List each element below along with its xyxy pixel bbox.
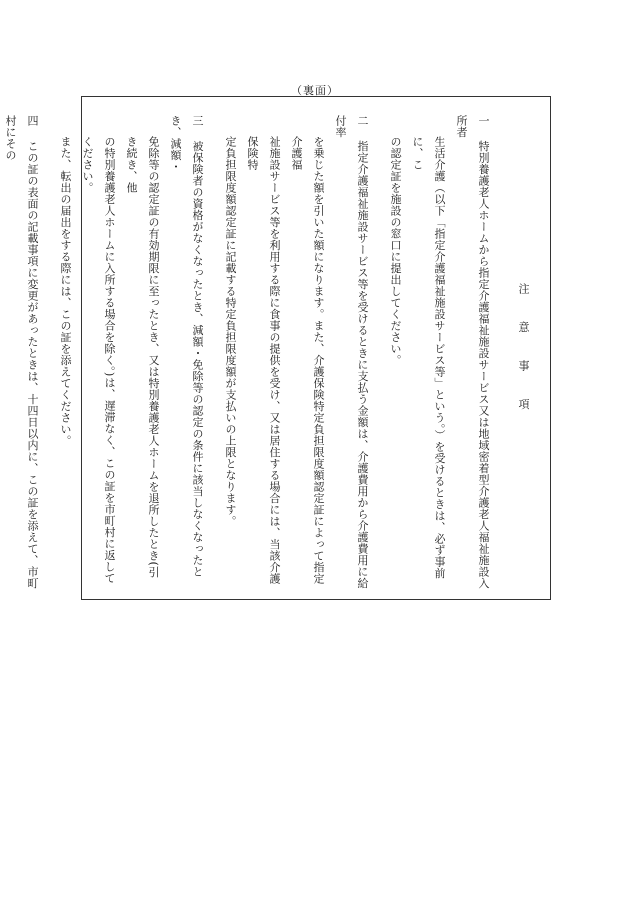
notice-item-2	[219, 115, 373, 589]
item-line: この証の表面の記載事項に変更があったときは、十四日以内に、この証を添えて、市町村にその	[4, 115, 39, 589]
item-line: を乗じた額を引いた額になります。また、介護保険特定負担限度額認定証によって指定介護福	[290, 136, 325, 585]
item-number: 二	[356, 115, 369, 127]
item-number: 三	[191, 115, 204, 127]
notice-text	[0, 115, 534, 589]
notice-item-3	[54, 115, 208, 589]
item-line: の認定証を施設の窓口に提出してください。	[389, 136, 402, 366]
item-number: 四	[26, 115, 39, 127]
notice-item-4	[0, 115, 43, 589]
page-heading: （裏面）	[291, 84, 339, 97]
item-line: 特別養護老人ホームから指定介護福祉施設サービス又は地域密着型介護老人福祉施設入所者	[455, 115, 490, 589]
item-line: の特別養護老人ホームに入所する場合を除く。)は、遅滞なく、この証を市町村に返してください。	[81, 136, 116, 584]
notice-title: 注 意 事 項	[517, 283, 530, 422]
item-line: 生活介護（以下「指定介護福祉施設サービス等」という。）を受けるときは、必ず事前に、こ	[411, 136, 446, 579]
item-line: 被保険者の資格がなくなったとき、減額・免除等の認定の条件に該当しなくなったとき、減額・	[169, 115, 204, 578]
item-line: また、転出の届出をする際には、この証を添えてください。	[59, 136, 72, 447]
notice-box	[4, 96, 551, 600]
item-line: 祉施設サービス等を利用する際に食事の提供を受け、又は居住する場合には、当該介護保険特	[246, 136, 281, 585]
item-line: 定負担限度額認定証に記載する特定負担限度額が支払いの上限となります。	[224, 136, 237, 527]
notice-item-1	[384, 115, 494, 589]
item-number: 一	[477, 115, 490, 127]
item-line: 免除等の認定証の有効期限に至ったとき、又は特別養護老人ホームを退所したとき(引き続き、他	[125, 136, 160, 578]
item-line: 指定介護福祉施設サービス等を受けるときに支払う金額は、介護費用から介護費用に給付率	[334, 115, 369, 589]
